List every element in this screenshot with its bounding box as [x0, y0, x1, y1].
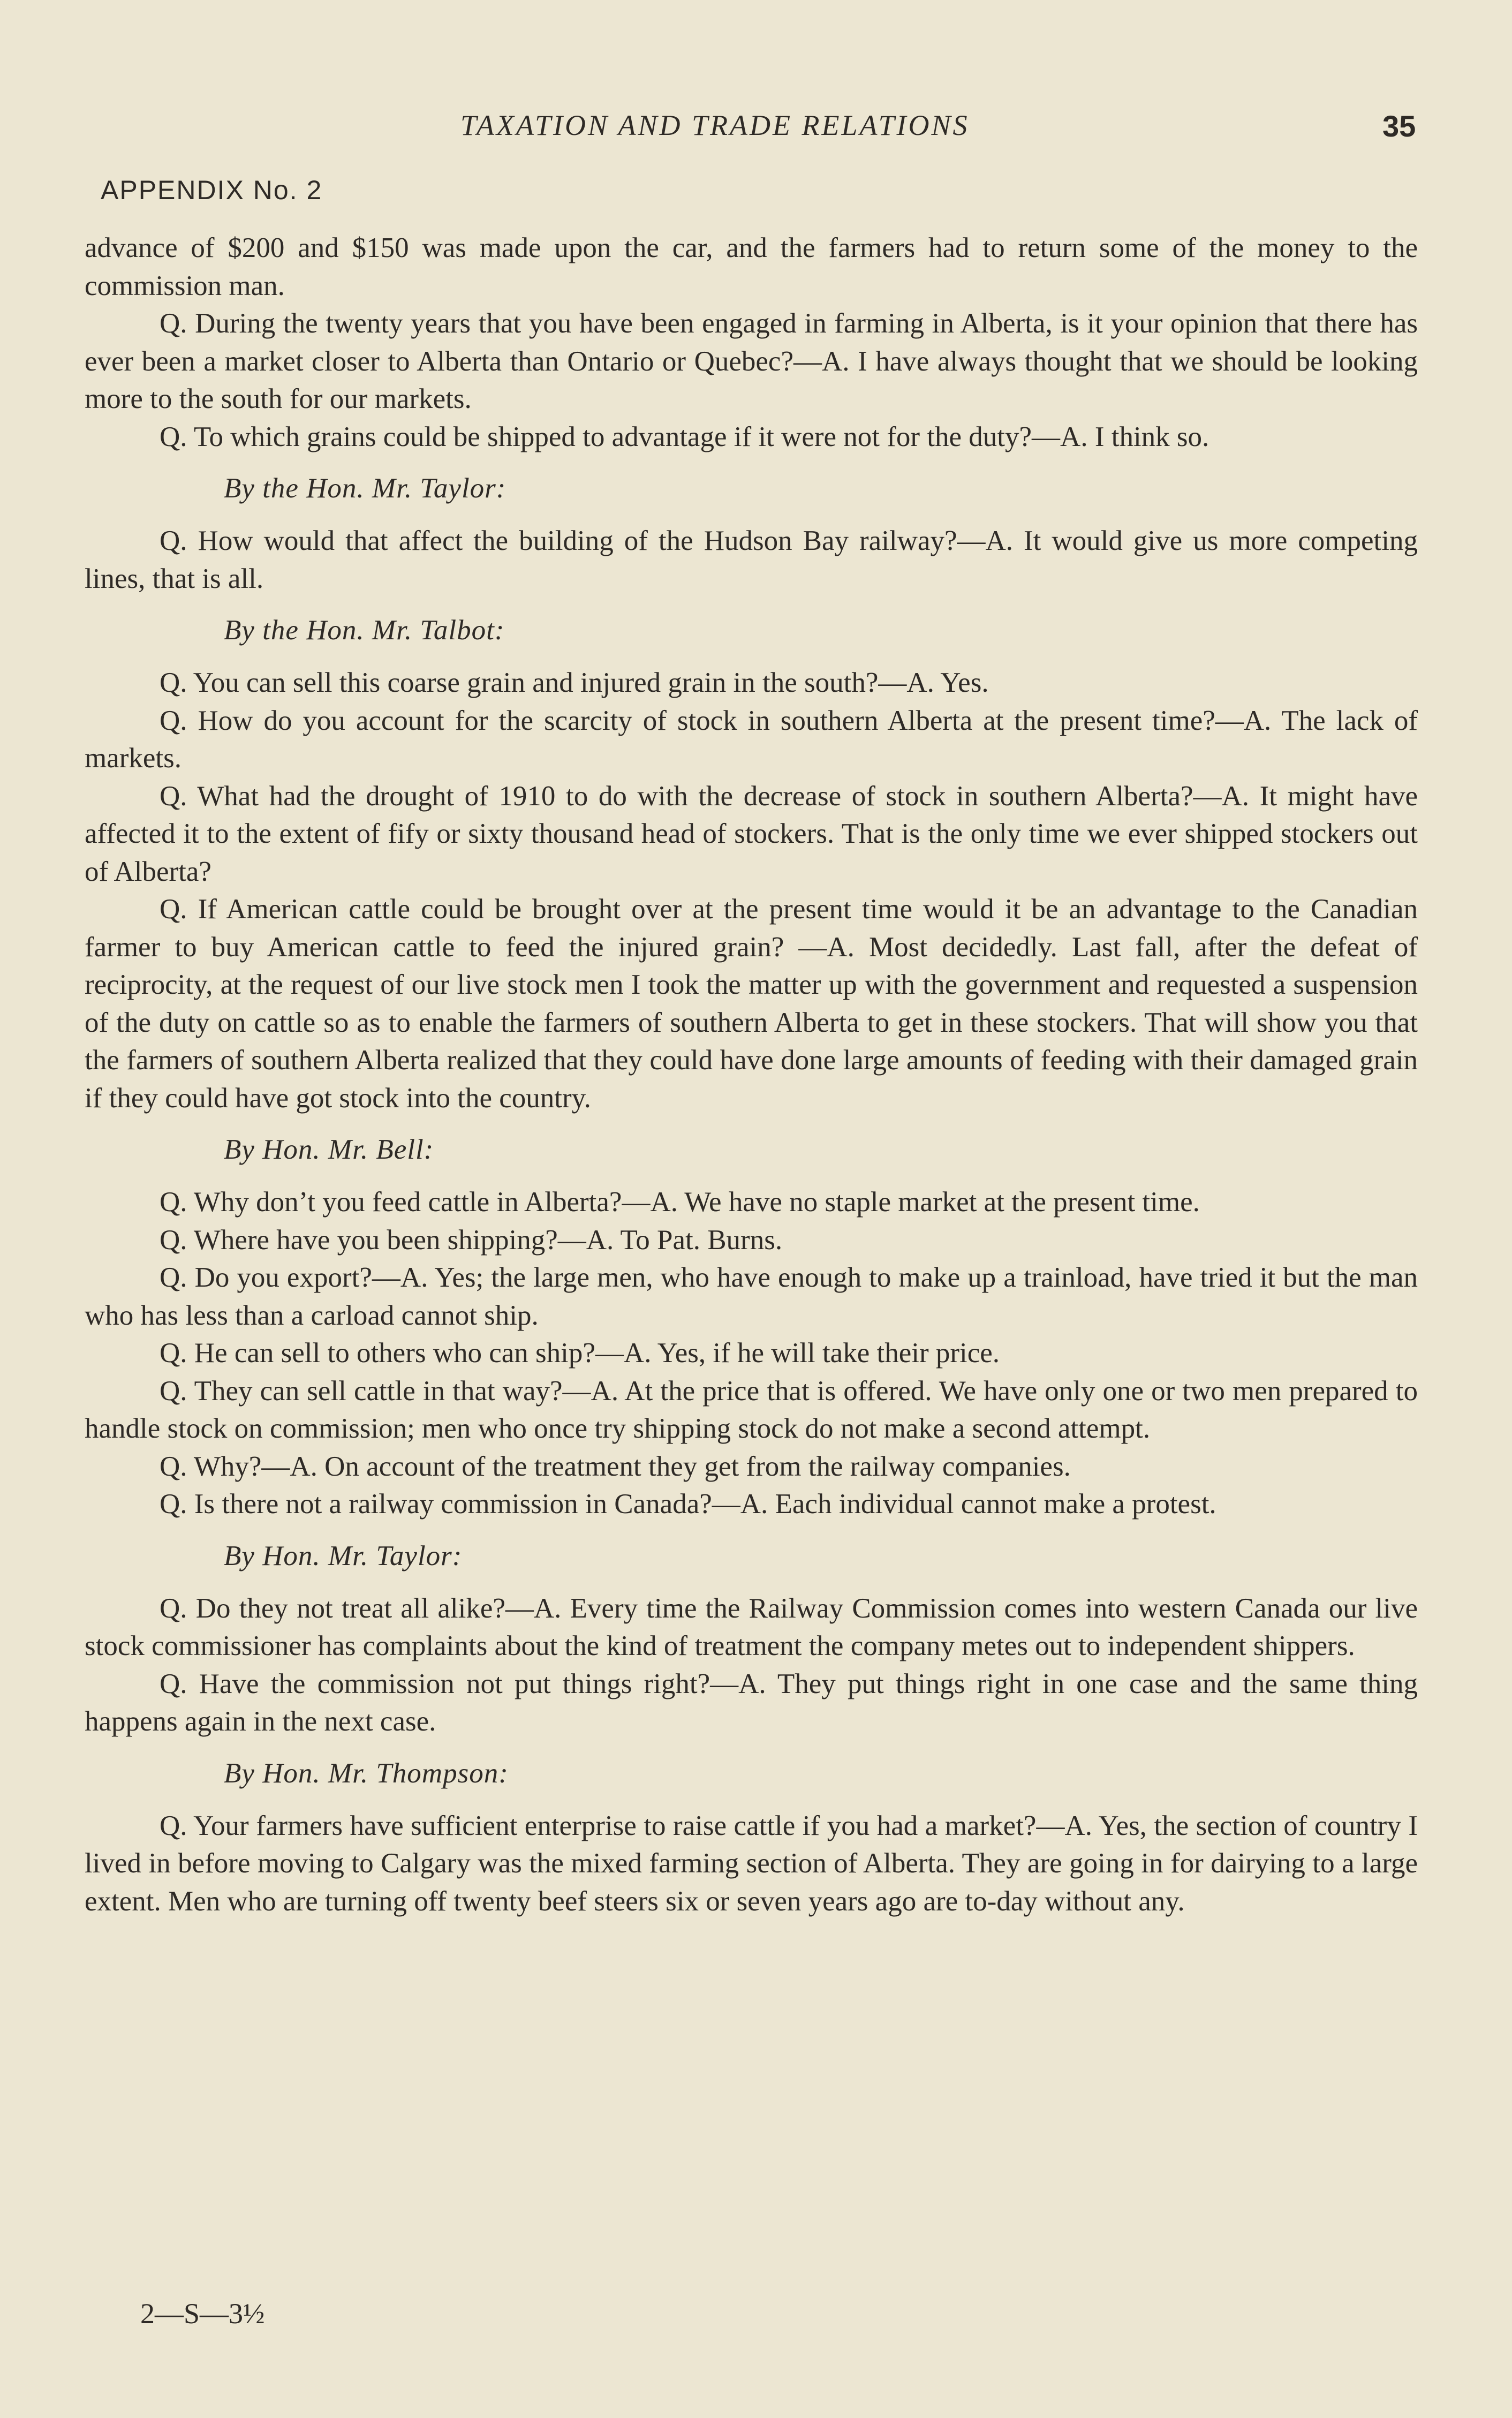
paragraph: Q. He can sell to others who can ship?—A. Yes, if he will take their price.: [160, 1338, 1000, 1369]
paragraph: Q. Your farmers have sufficient enterprise to raise cattle if you had a market?—A. Yes, the section of country I lived in before moving to Calgary was the mixed farming section of Alberta. They are going in for dairying to a large extent. Men who are turning off twenty beef steers six or seven years ago are to-day without any.: [85, 1810, 1418, 1917]
body-text: [85, 229, 1418, 1920]
paragraph: Q. Where have you been shipping?—A. To Pat. Burns.: [160, 1224, 783, 1256]
paragraph: Q. You can sell this coarse grain and injured grain in the south?—A. Yes.: [160, 667, 989, 698]
speaker-heading: By the Hon. Mr. Talbot:: [224, 615, 505, 646]
paragraph: Q. Is there not a railway commission in Canada?—A. Each individual cannot make a protest.: [160, 1488, 1216, 1520]
paragraph: Q. Do you export?—A. Yes; the large men, who have enough to make up a trainload, have tried it but the man who has less than a carload cannot ship.: [85, 1262, 1418, 1331]
speaker-heading: By the Hon. Mr. Taylor:: [224, 473, 506, 504]
page-number: 35: [1382, 109, 1416, 143]
paragraph: Q. Why don’t you feed cattle in Alberta?—A. We have no staple market at the present time.: [160, 1187, 1200, 1218]
appendix-label: APPENDIX No. 2: [101, 175, 323, 205]
paragraph: Q. What had the drought of 1910 to do with the decrease of stock in southern Alberta?—A. It might have affected it to the extent of fify or sixty thousand head of stockers. That is the only time we ever shipped stockers out of Alberta?: [85, 780, 1418, 887]
paragraph: advance of $200 and $150 was made upon the car, and the farmers had to return some of the money to the commission man.: [85, 232, 1418, 301]
paragraph: Q. How would that affect the building of the Hudson Bay railway?—A. It would give us more competing lines, that is all.: [85, 525, 1418, 594]
speaker-heading: By Hon. Mr. Taylor:: [224, 1540, 463, 1571]
signature-mark: 2—S—3½: [140, 2298, 265, 2330]
running-title: TAXATION AND TRADE RELATIONS: [460, 109, 970, 141]
paragraph: Q. Do they not treat all alike?—A. Every time the Railway Commission comes into western Canada our live stock commissioner has complaints about the kind of treatment the company metes out to independent shippers.: [85, 1592, 1418, 1661]
speaker-heading: By Hon. Mr. Bell:: [224, 1134, 434, 1165]
paragraph: Q. Have the commission not put things right?—A. They put things right in one case and the same thing happens again in the next case.: [85, 1668, 1418, 1737]
paragraph: Q. If American cattle could be brought over at the present time would it be an advantage to the Canadian farmer to buy American cattle to feed the injured grain? —A. Most decidedly. Last fall, after the defeat of reciprocity, at the request of our live stock men I took the matter up with the government and requested a suspension of the duty on cattle so as to enable the farmers of southern Alberta to get in these stockers. That will show you that the farmers of southern Alberta realized that they could have done large amounts of feeding with their damaged grain if they could have got stock into the country.: [85, 894, 1418, 1114]
paragraph: Q. Why?—A. On account of the treatment they get from the railway companies.: [160, 1450, 1071, 1482]
paragraph: Q. They can sell cattle in that way?—A. At the price that is offered. We have only one or two men prepared to handle stock on commission; men who once try shipping stock do not make a second attempt.: [85, 1375, 1418, 1444]
paragraph: Q. During the twenty years that you have been engaged in farming in Alberta, is it your opinion that there has ever been a market closer to Alberta than Ontario or Quebec?—A. I have always thought that we should be looking more to the south for our markets.: [85, 308, 1418, 414]
speaker-heading: By Hon. Mr. Thompson:: [224, 1757, 509, 1789]
paragraph: Q. How do you account for the scarcity of stock in southern Alberta at the present time?—A. The lack of markets.: [85, 705, 1418, 774]
paragraph: Q. To which grains could be shipped to advantage if it were not for the duty?—A. I think so.: [160, 421, 1209, 452]
